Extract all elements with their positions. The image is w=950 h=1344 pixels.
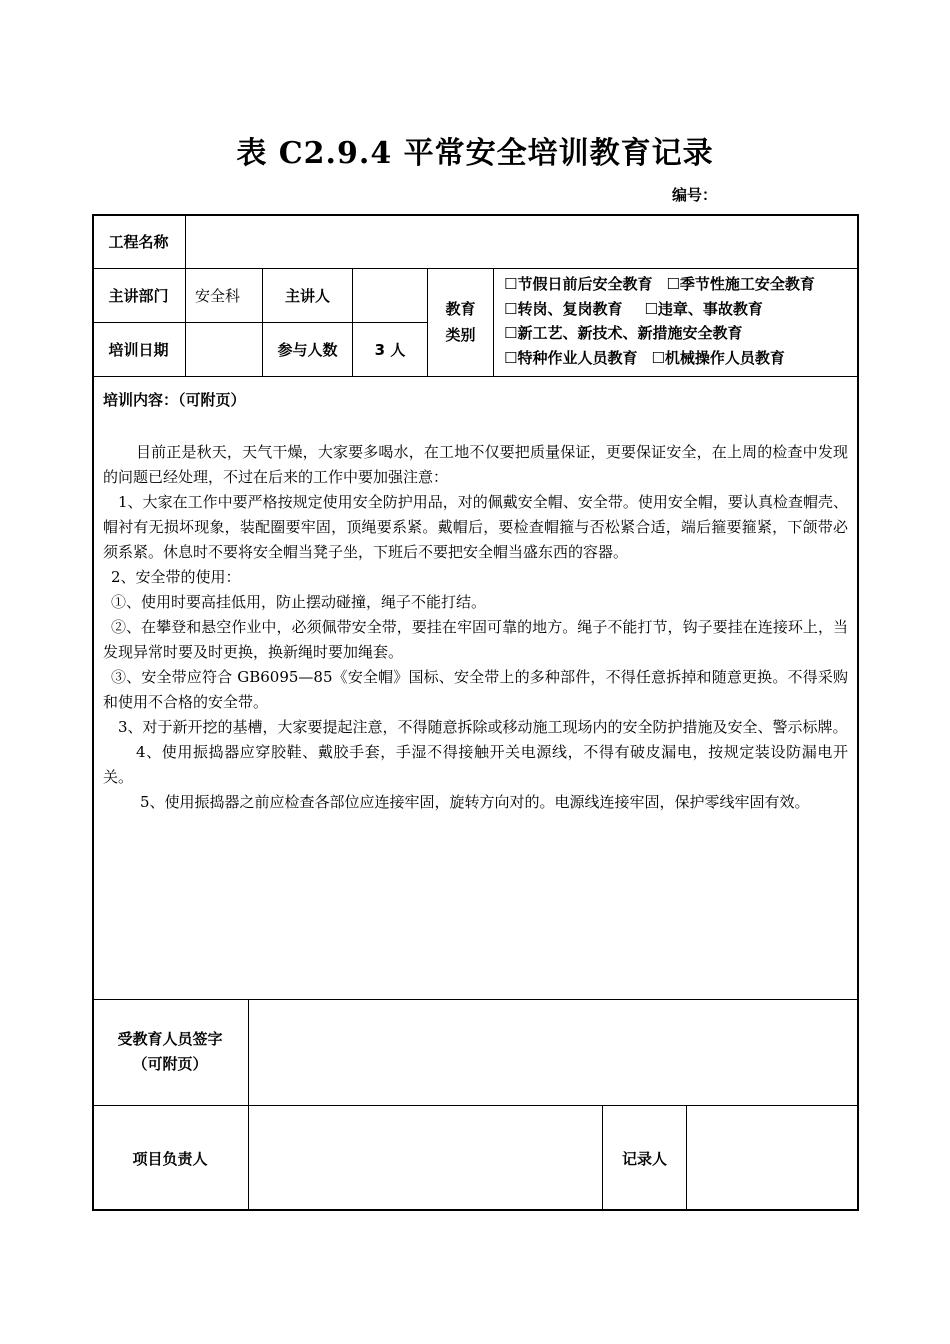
lecturer-field[interactable] bbox=[353, 268, 427, 322]
project-name-label: 工程名称 bbox=[108, 232, 169, 251]
lecture-dept-field[interactable]: 安全科 bbox=[195, 286, 241, 305]
education-type-label-line2: 类别 bbox=[445, 326, 476, 344]
signature-label bbox=[92, 999, 248, 1105]
project-name-field[interactable] bbox=[186, 214, 859, 268]
recorder-label: 记录人 bbox=[621, 1149, 667, 1168]
attendees-field[interactable]: 3 人 bbox=[374, 340, 406, 359]
page-title: 表 C2.9.4 平常安全培训教育记录 bbox=[236, 136, 714, 171]
content-paragraph: ①、使用时要高挂低用，防止摆动碰撞，绳子不能打结。 bbox=[111, 593, 487, 611]
project-manager-field[interactable] bbox=[249, 1105, 602, 1211]
education-type-options bbox=[504, 272, 854, 370]
option-job-transfer[interactable]: ☐转岗、复岗教育 bbox=[504, 299, 623, 318]
project-manager-label: 项目负责人 bbox=[132, 1149, 208, 1168]
option-violation-accident[interactable]: ☐违章、事故教育 bbox=[644, 299, 763, 318]
col-divider bbox=[493, 268, 494, 376]
serial-number-label: 编号： bbox=[672, 186, 718, 204]
attendees-label: 参与人数 bbox=[277, 340, 338, 359]
signature-label-line2: （可附页） bbox=[132, 1055, 208, 1073]
education-type-label-line1: 教育 bbox=[445, 300, 476, 318]
training-date-field[interactable] bbox=[186, 322, 262, 376]
lecture-dept-label: 主讲部门 bbox=[108, 286, 169, 305]
row-divider bbox=[92, 376, 859, 377]
content-paragraph: 4、使用振捣器应穿胶鞋、戴胶手套，手湿不得接触开关电源线，不得有破皮漏电，按规定装设防漏电开关。 bbox=[103, 743, 848, 786]
option-new-tech[interactable]: ☐新工艺、新技术、新措施安全教育 bbox=[504, 324, 743, 342]
content-paragraph: 3、对于新开挖的基槽，大家要提起注意，不得随意拆除或移动施工现场内的安全防护措施及安全、警示标牌。 bbox=[118, 718, 848, 736]
content-paragraph: 5、使用振捣器之前应检查各部位应连接牢固，旋转方向对的。电源线连接牢固，保护零线牢固有效。 bbox=[140, 793, 810, 811]
training-content-heading: 培训内容：（可附页） bbox=[103, 391, 246, 409]
content-paragraph: 目前正是秋天，天气干燥，大家要多喝水，在工地不仅要把质量保证，更要保证安全，在上周的检查中发现的问题已经处理，不过在后来的工作中要加强注意： bbox=[103, 443, 848, 486]
signature-label-line1: 受教育人员签字 bbox=[117, 1030, 223, 1048]
training-date-label: 培训日期 bbox=[108, 340, 169, 359]
recorder-field[interactable] bbox=[687, 1105, 859, 1211]
option-machine-operator[interactable]: ☐机械操作人员教育 bbox=[651, 348, 785, 367]
signature-field[interactable] bbox=[249, 999, 859, 1105]
option-holiday-safety[interactable]: ☐节假日前后安全教育 bbox=[504, 275, 653, 293]
training-content bbox=[103, 440, 848, 815]
lecturer-label: 主讲人 bbox=[284, 286, 330, 305]
content-paragraph: ③、安全带应符合 GB6095—85《安全帽》国标、安全带上的多种部件，不得任意拆掉和随意更换。不得采购和使用不合格的安全带。 bbox=[103, 668, 848, 711]
option-seasonal-safety[interactable]: ☐季节性施工安全教育 bbox=[666, 275, 815, 293]
education-type-label bbox=[428, 268, 493, 376]
content-paragraph: 1、大家在工作中要严格按规定使用安全防护用品，对的佩戴安全帽、安全带。使用安全帽，要认真检查帽壳、帽衬有无损坏现象，装配圈要牢固，顶绳要系紧。戴帽后，要检查帽箍与否松紧合适，端后箍要箍紧，下颌带必须系紧。休息时不要将安全帽当凳子坐，下班后不要把安全帽当盛东西的容器。 bbox=[103, 493, 848, 561]
content-paragraph: ②、在攀登和悬空作业中，必须佩带安全带，要挂在牢固可靠的地方。绳子不能打节，钩子要挂在连接环上，当发现异常时要及时更换，换新绳时要加绳套。 bbox=[103, 618, 848, 661]
option-special-operator[interactable]: ☐特种作业人员教育 bbox=[504, 348, 638, 367]
content-paragraph: 2、安全带的使用： bbox=[111, 568, 241, 586]
